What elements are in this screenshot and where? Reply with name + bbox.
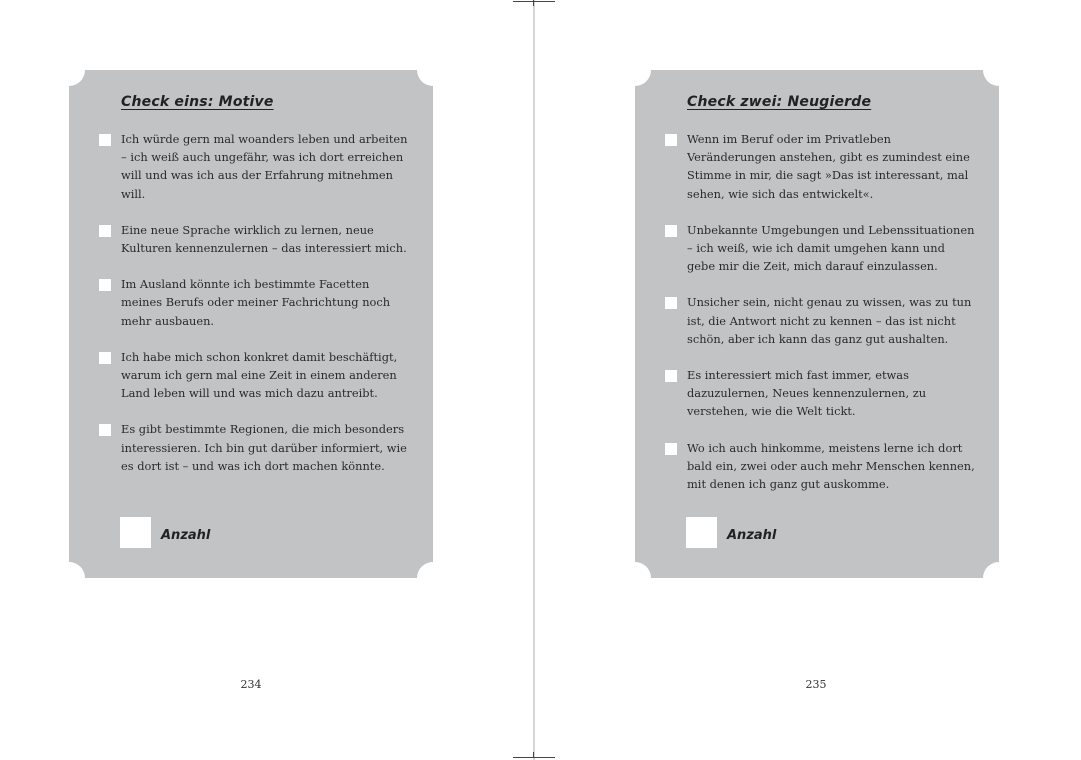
checkbox[interactable] <box>99 352 111 364</box>
checklist-item-text: Es interessiert mich fast immer, etwas dazuzulernen, Neues kennenzulernen, zu verstehen, wie die Welt tickt. <box>687 368 927 419</box>
checklist-item-text: Ich habe mich schon konkret damit beschäftigt, warum ich gern mal eine Zeit in einem anderen Land leben will und was mich dazu antreibt. <box>121 349 398 401</box>
checklist-item-text: Eine neue Sprache wirklich zu lernen, neue Kulturen kennenzulernen – das interessiert mich. <box>121 222 407 256</box>
page-number: 235 <box>805 678 827 691</box>
checklist-item-text: Im Ausland könnte ich bestimmte Facetten meines Berufs oder meiner Fachrichtung noch mehr ausbauen. <box>121 277 391 328</box>
checklist-item <box>99 130 409 203</box>
checklist-item <box>665 293 975 348</box>
count-label: Anzahl <box>161 528 211 543</box>
checkbox[interactable] <box>665 370 677 382</box>
checklist-item <box>99 275 409 330</box>
checklist-item-text: Unsicher sein, nicht genau zu wissen, was zu tun ist, die Antwort nicht zu kennen – das ist nicht schön, aber ich kann das ganz gut aushalten. <box>687 295 972 346</box>
checklist-item <box>665 439 975 494</box>
checklist-item-text: Ich würde gern mal woanders leben und arbeiten – ich weiß auch ungefähr, was ich dort erreichen will und was ich aus der Erfahrung mitnehmen will. <box>121 132 408 201</box>
checkbox[interactable] <box>99 424 111 436</box>
count-box[interactable] <box>120 517 151 548</box>
checkbox[interactable] <box>665 297 677 309</box>
checklist <box>99 130 409 475</box>
checklist <box>665 130 975 493</box>
checkbox[interactable] <box>99 279 111 291</box>
page-number: 234 <box>240 678 262 691</box>
checklist-card <box>635 70 999 578</box>
card-title: Check zwei: Neugierde <box>687 94 872 110</box>
crop-mark-bottom-tick <box>533 752 534 758</box>
checkbox[interactable] <box>665 443 677 455</box>
checklist-item <box>99 348 409 403</box>
spread-divider <box>533 0 535 760</box>
checklist-item <box>665 130 975 203</box>
checklist-item-text: Unbekannte Umgebungen und Lebenssituationen – ich weiß, wie ich damit umgehen kann und gebe mir die Zeit, mich darauf einzulassen. <box>687 222 975 274</box>
checklist-item <box>665 366 975 421</box>
checkbox[interactable] <box>99 225 111 237</box>
checklist-item <box>99 420 409 475</box>
checklist-item-text: Wenn im Beruf oder im Privatleben Veränderungen anstehen, gibt es zumindest eine Stimme in mir, die sagt »Das ist interessant, mal sehen, wie sich das entwickelt«. <box>687 132 970 201</box>
checklist-card <box>69 70 433 578</box>
page-right <box>548 0 1081 760</box>
count-box[interactable] <box>686 517 717 548</box>
checklist-item <box>665 221 975 276</box>
checkbox[interactable] <box>665 134 677 146</box>
crop-mark-top-tick <box>533 0 534 6</box>
page-left <box>0 0 533 760</box>
count-label: Anzahl <box>727 528 777 543</box>
checklist-item-text: Es gibt bestimmte Regionen, die mich besonders interessieren. Ich bin gut darüber informiert, wie es dort ist – und was ich dort machen könnte. <box>121 422 407 473</box>
card-title: Check eins: Motive <box>121 94 274 110</box>
checkbox[interactable] <box>665 225 677 237</box>
checklist-item-text: Wo ich auch hinkomme, meistens lerne ich dort bald ein, zwei oder auch mehr Menschen kennen, mit denen ich ganz gut auskomme. <box>687 440 975 492</box>
checkbox[interactable] <box>99 134 111 146</box>
checklist-item <box>99 221 409 257</box>
